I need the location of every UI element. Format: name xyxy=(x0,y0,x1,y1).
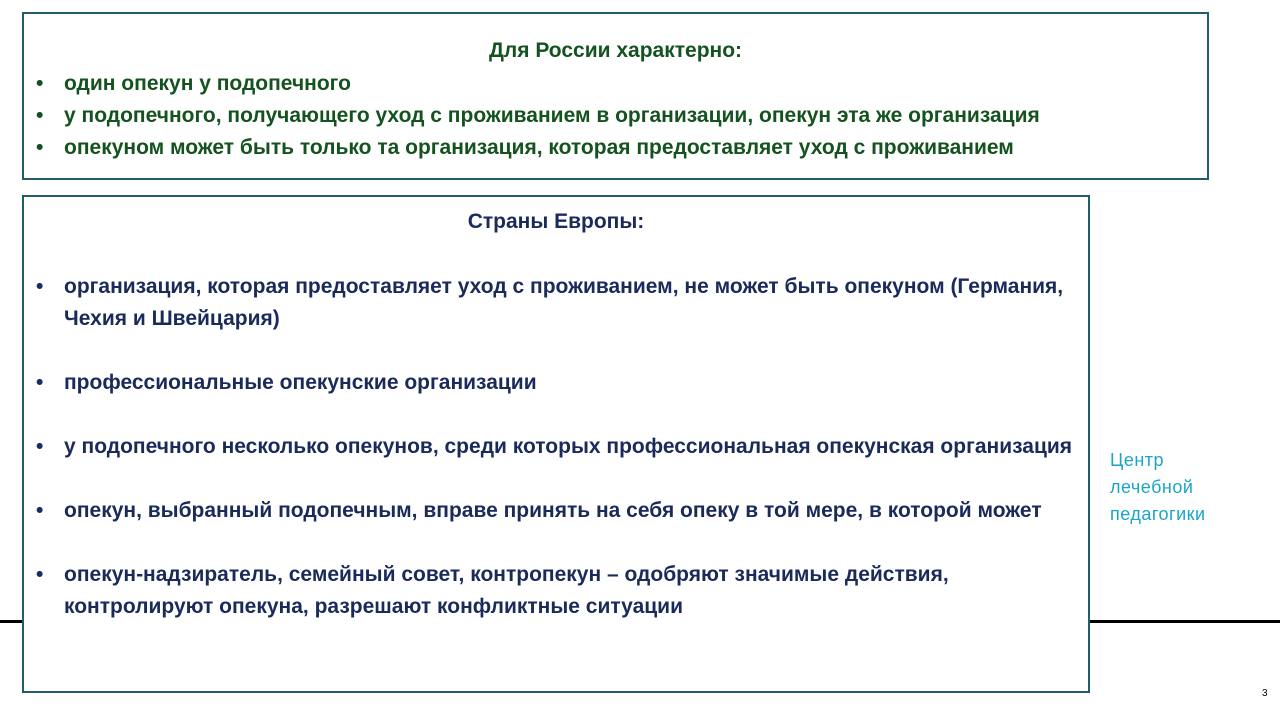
page-number: 3 xyxy=(1262,688,1268,699)
russia-bullet-item xyxy=(34,68,1197,100)
europe-bullet-item xyxy=(34,367,1078,399)
europe-bullet-item xyxy=(34,271,1078,335)
center-logo-text xyxy=(1110,447,1260,528)
bullet-icon: • xyxy=(36,371,44,394)
europe-bullet-text: организация, которая предоставляет уход с проживанием, не может быть опекуном (Германия, Чехия и Швейцария) xyxy=(64,275,1064,330)
europe-bullet-item xyxy=(34,559,1078,623)
bullet-icon: • xyxy=(36,435,44,458)
europe-bullet-item xyxy=(34,495,1078,527)
bullet-icon: • xyxy=(36,275,44,298)
europe-box xyxy=(22,195,1090,693)
russia-bullet-text: у подопечного, получающего уход с проживанием в организации, опекун эта же организация xyxy=(64,104,1040,127)
logo-line: педагогики xyxy=(1110,504,1206,524)
europe-bullet-text: у подопечного несколько опекунов, среди которых профессиональная опекунская организация xyxy=(64,435,1073,458)
europe-bullet-text: опекун-надзиратель, семейный совет, контропекун – одобряют значимые действия, контролируют опекуна, разрешают конфликтные ситуации xyxy=(64,563,949,618)
logo-line: лечебной xyxy=(1110,477,1194,497)
russia-bullet-item xyxy=(34,132,1197,164)
logo-line: Центр xyxy=(1110,450,1165,470)
russia-bullet-list xyxy=(34,68,1197,164)
europe-bullet-list xyxy=(34,271,1078,623)
russia-bullet-text: один опекун у подопечного xyxy=(64,72,351,95)
russia-box xyxy=(22,12,1209,180)
europe-bullet-text: профессиональные опекунские организации xyxy=(64,371,537,394)
europe-bullet-item xyxy=(34,431,1078,463)
bullet-icon: • xyxy=(36,563,44,586)
bullet-icon: • xyxy=(36,104,44,127)
europe-box-title: Страны Европы: xyxy=(467,210,645,233)
bullet-icon: • xyxy=(36,136,44,159)
russia-bullet-item xyxy=(34,100,1197,132)
russia-box-title: Для России характерно: xyxy=(488,39,743,62)
bullet-icon: • xyxy=(36,72,44,95)
russia-bullet-text: опекуном может быть только та организация, которая предоставляет уход с проживанием xyxy=(64,136,1014,159)
europe-bullet-text: опекун, выбранный подопечным, вправе принять на себя опеку в той мере, в которой может xyxy=(64,499,1042,522)
bullet-icon: • xyxy=(36,499,44,522)
